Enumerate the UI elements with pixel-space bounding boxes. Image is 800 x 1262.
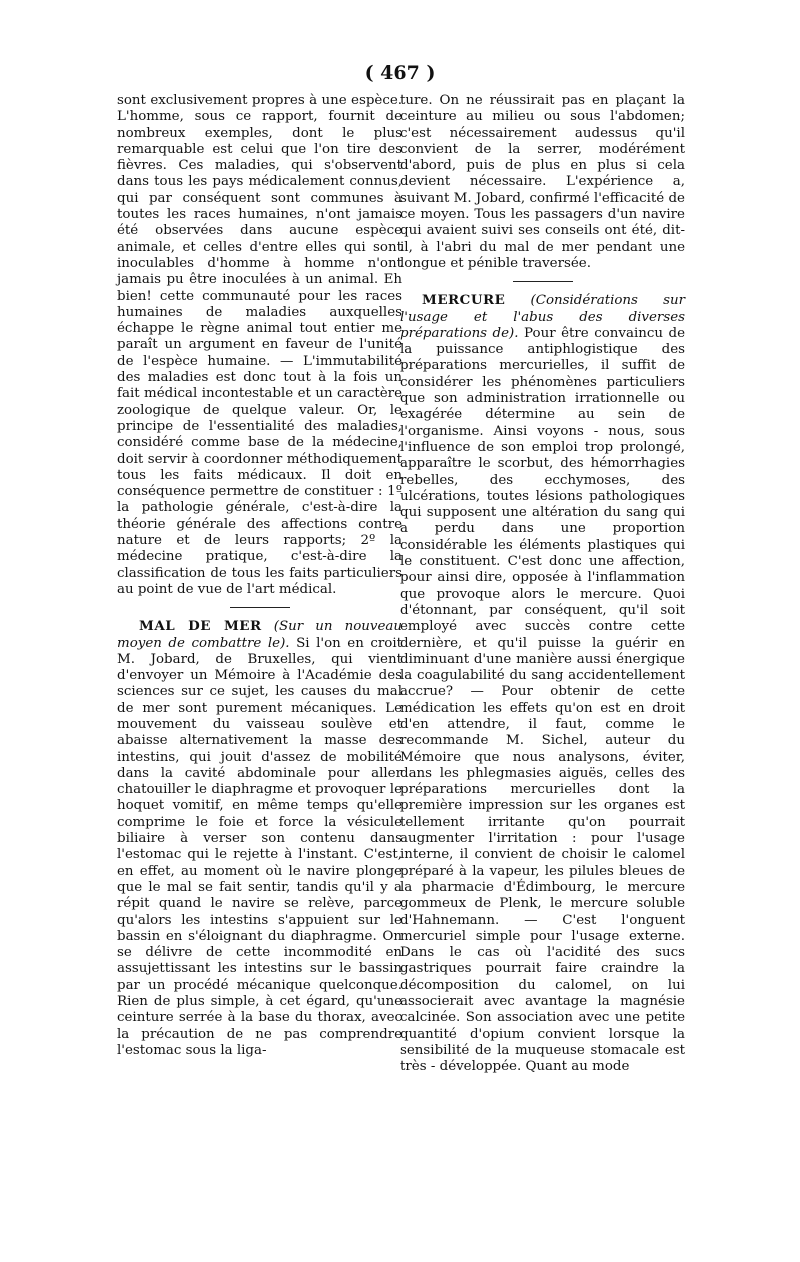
- paragraph-ceinture: ture. On ne réussirait pas en plaçant la ceinture au milieu ou sous l'abdomen; c'est nécessairement audessus qu'il convient de la serrer, modérément d'abord, puis de plus en plus si cela devient nécessaire. L'expérience a, suivant M. Jobard, confirmé l'efficacité de ce moyen. Tous les passagers d'un navire qui avaient suivi ses conseils ont été, dit-il, à l'abri du mal de mer pendant une longue et pénible traversée.: [400, 93, 685, 271]
- page-number: ( 467 ): [364, 62, 436, 84]
- entry-mal-de-mer: [117, 618, 402, 1059]
- entry-subtitle: (Sur un nouveau moyen de combattre le).: [117, 619, 402, 651]
- paragraph-fevers: sont exclusivement propres à une espèce. L'homme, sous ce rapport, fournit de nombreux exemples, dont le plus remarquable est celui que l'on tire des fièvres. Ces maladies, qui s'observent dans tous les pays médicalement connus, qui par conséquent sont communes à toutes les races humaines, n'ont jamais été observées dans aucune espèce animale, et celles d'entre elles qui sont inoculables d'homme à homme n'ont jamais pu être inoculées à un animal. Eh bien! cette communauté pour les races humaines de maladies auxquelles échappe le règne animal tout entier me paraît un argument en faveur de l'unité de l'espèce humaine. — L'immutabilité des maladies est donc tout à la fois un fait médical incontestable et un caractère zoologique de quelque valeur. Or, le principe de l'essentialité des maladies, considéré comme base de la médecine, doit servir à coordonner méthodiquement tous les faits médicaux. Il doit en conséquence permettre de constituer : 1º la pathologie générale, c'est-à-dire la théorie générale des affections contre nature et de leurs rapports; 2º la médecine pratique, c'est-à-dire la classification de tous les faits particuliers au point de vue de l'art médical.: [117, 93, 402, 597]
- right-column: [400, 93, 685, 1076]
- left-column: [117, 93, 402, 1059]
- entry-body: Pour être convaincu de la puissance antiphlogistique des préparations mercurielles, il suffit de considérer les phénomènes particuliers que son administration irrationnelle ou exagérée détermine au sein de l'organisme. Ainsi voyons - nous, sous l'influence de son emploi trop prolongé, apparaître le scorbut, des hémorrhagies rebelles, des ecchymoses, des ulcérations, toutes lésions pathologiques qui supposent une altération du sang qui a perdu dans une proportion considérable les éléments plastiques qui le constituent. C'est donc une affection, pour ainsi dire, opposée à l'inflammation que provoque alors le mercure. Quoi d'étonnant, par conséquent, qu'il soit employé avec succès contre cette dernière, et qu'il puisse la guérir en diminuant d'une manière aussi énergique la coagulabilité du sang accidentellement accrue? — Pour obtenir de cette médication les effets qu'on est en droit d'en attendre, il faut, comme le recommande M. Sichel, auteur du Mémoire que nous analysons, éviter, dans les phlegmasies aiguës, celles des préparations mercurielles dont la première impression sur les organes est tellement irritante qu'on pourrait augmenter l'irritation : pour l'usage interne, il convient de choisir le calomel préparé à la vapeur, les pilules bleues de la pharmacie d'Édimbourg, le mercure gommeux de Plenk, le mercure soluble d'Hahnemann. — C'est l'onguent mercuriel simple pour l'usage externe. Dans le cas où l'acidité des sucs gastriques pourrait faire craindre la décomposition du calomel, on lui associerait avec avantage la magnésie calcinée. Son association avec une petite quantité d'opium convient lorsque la sensibilité de la muqueuse stomacale est très - développée. Quant au mode: [400, 325, 685, 1075]
- section-divider: [513, 281, 573, 282]
- entry-body: Si l'on en croit M. Jobard, de Bruxelles, qui vient d'envoyer un Mémoire à l'Académie des sciences sur ce sujet, les causes du mal de mer sont purement mécaniques. Le mouvement du vaisseau soulève et abaisse alternativement la masse des intestins, qui jouit d'assez de mobilité dans la cavité abdominale pour aller chatouiller le diaphragme et provoquer le hoquet vomitif, en même temps qu'elle comprime le foie et force la vésicule biliaire à verser son contenu dans l'estomac qui le rejette à l'instant. C'est, en effet, au moment où le navire plonge que le mal se fait sentir, tandis qu'il y a répit quand le navire se relève, parce qu'alors les intestins s'appuient sur le bassin en s'éloignant du diaphragme. On se délivre de cette incommodité en assujettissant les intestins sur le bassin par un procédé mécanique quelconque. Rien de plus simple, à cet égard, qu'une ceinture serrée à la base du thorax, avec la précaution de ne pas comprendre l'estomac sous la liga-: [117, 635, 403, 1058]
- entry-subtitle: (Considérations sur l'usage et l'abus des diverses préparations de).: [400, 293, 685, 341]
- entry-heading: MAL DE MER: [139, 618, 262, 635]
- section-divider: [230, 607, 290, 608]
- entry-mercure: [400, 292, 685, 1075]
- entry-heading: MERCURE: [422, 292, 506, 309]
